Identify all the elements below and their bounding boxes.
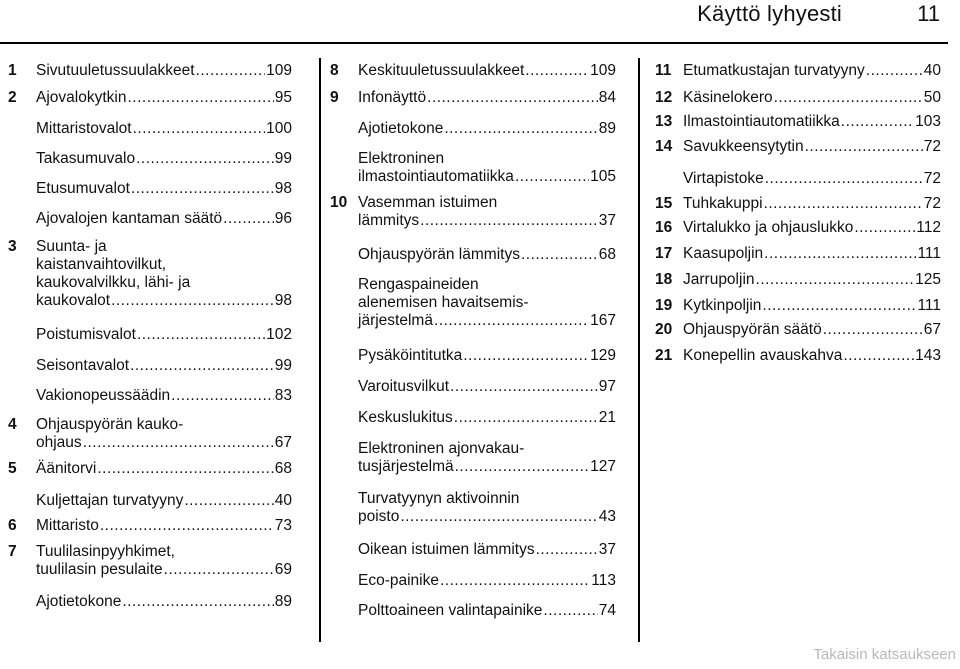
dot-leader bbox=[543, 602, 597, 620]
callout-number: 8 bbox=[330, 62, 339, 79]
entry-label: Oikean istuimen lämmitys bbox=[358, 541, 535, 558]
entry-label: Sivutuuletussuulakkeet bbox=[36, 62, 195, 79]
page-reference[interactable]: 111 bbox=[917, 297, 941, 314]
entry-label: Ajovalojen kantaman säätö bbox=[36, 210, 223, 227]
dot-leader bbox=[450, 378, 598, 396]
entry-label: Konepellin avauskahva bbox=[683, 347, 843, 364]
page-reference[interactable]: 68 bbox=[274, 460, 292, 477]
dot-leader bbox=[866, 62, 923, 80]
page-reference[interactable]: 72 bbox=[923, 195, 941, 212]
entry-label: Jarrupoljin bbox=[683, 271, 755, 288]
dot-leader bbox=[400, 508, 597, 526]
page-reference[interactable]: 129 bbox=[590, 347, 616, 364]
dot-leader bbox=[454, 409, 598, 427]
entry-label: Tuhkakuppi bbox=[683, 195, 763, 212]
page-reference[interactable]: 103 bbox=[915, 113, 941, 130]
entry-label: ilmastointiautomatiikka bbox=[358, 168, 514, 185]
callout-number: 14 bbox=[655, 138, 673, 155]
page-reference[interactable]: 96 bbox=[274, 210, 292, 227]
entry-label: Ilmastointiautomatiikka bbox=[683, 113, 840, 130]
page-reference[interactable]: 109 bbox=[590, 62, 616, 79]
page-reference[interactable]: 109 bbox=[266, 62, 292, 79]
dot-leader bbox=[841, 113, 914, 131]
callout-number: 10 bbox=[330, 194, 348, 211]
dot-leader bbox=[164, 561, 274, 579]
entry-label-line: kaistanvaihtovilkut, bbox=[36, 256, 167, 273]
callout-number: 12 bbox=[655, 89, 673, 106]
dot-leader bbox=[184, 492, 273, 510]
page-reference[interactable]: 95 bbox=[274, 89, 292, 106]
callout-number: 13 bbox=[655, 113, 673, 130]
entry-label-line: Suunta- ja bbox=[36, 238, 107, 255]
page-reference[interactable]: 97 bbox=[598, 378, 616, 395]
dot-leader bbox=[133, 120, 266, 138]
entry-label: Polttoaineen valintapainike bbox=[358, 602, 543, 619]
dot-leader bbox=[515, 168, 589, 186]
page-reference[interactable]: 113 bbox=[591, 572, 616, 589]
entry-label: Pysäköintitutka bbox=[358, 347, 463, 364]
page-reference[interactable]: 100 bbox=[266, 120, 292, 137]
callout-number: 6 bbox=[8, 517, 17, 534]
entry-label: tuulilasin pesulaite bbox=[36, 561, 163, 578]
entry-label: Keskuslukitus bbox=[358, 409, 453, 426]
dot-leader bbox=[764, 195, 923, 213]
entry-label: Ajotietokone bbox=[358, 120, 444, 137]
page-reference[interactable]: 50 bbox=[923, 89, 941, 106]
dot-leader bbox=[756, 271, 915, 289]
page-reference[interactable]: 40 bbox=[923, 62, 941, 79]
entry-label: Takasumuvalo bbox=[36, 150, 136, 167]
page-reference[interactable]: 43 bbox=[598, 508, 616, 525]
dot-leader bbox=[136, 150, 274, 168]
dot-leader bbox=[122, 593, 273, 611]
entry-label: Kaasupoljin bbox=[683, 245, 764, 262]
dot-leader bbox=[521, 246, 598, 264]
dot-leader bbox=[805, 138, 923, 156]
page-reference[interactable]: 167 bbox=[590, 312, 616, 329]
dot-leader bbox=[440, 572, 590, 590]
back-to-overview-link[interactable]: Takaisin katsaukseen bbox=[813, 646, 956, 663]
entry-label-line: alenemisen havaitsemis- bbox=[358, 294, 529, 311]
entry-label-line: Turvatyynyn aktivoinnin bbox=[358, 490, 520, 507]
page-reference[interactable]: 72 bbox=[923, 170, 941, 187]
dot-leader bbox=[420, 212, 598, 230]
entry-label: Varoitusvilkut bbox=[358, 378, 450, 395]
entry-label: Savukkeensytytin bbox=[683, 138, 804, 155]
dot-leader bbox=[171, 387, 274, 405]
page-reference[interactable]: 37 bbox=[598, 212, 616, 229]
page-reference[interactable]: 40 bbox=[274, 492, 292, 509]
entry-label: Äänitorvi bbox=[36, 460, 97, 477]
dot-leader bbox=[444, 120, 597, 138]
callout-number: 1 bbox=[8, 62, 17, 79]
dot-leader bbox=[764, 245, 916, 263]
page-number: 11 bbox=[917, 1, 940, 26]
column-divider-2 bbox=[638, 58, 640, 642]
page-reference[interactable]: 89 bbox=[274, 593, 292, 610]
entry-label: Eco-painike bbox=[358, 572, 439, 589]
dot-leader bbox=[843, 347, 914, 365]
callout-number: 7 bbox=[8, 543, 17, 560]
page-reference[interactable]: 84 bbox=[598, 89, 616, 106]
page-reference[interactable]: 72 bbox=[923, 138, 941, 155]
callout-number: 16 bbox=[655, 219, 673, 236]
page-reference[interactable]: 127 bbox=[590, 458, 616, 475]
entry-label-line: Ohjauspyörän kauko- bbox=[36, 416, 184, 433]
page-reference[interactable]: 112 bbox=[916, 219, 941, 236]
page-reference[interactable]: 105 bbox=[590, 168, 616, 185]
page-reference[interactable]: 99 bbox=[274, 357, 292, 374]
page-reference[interactable]: 68 bbox=[598, 246, 616, 263]
entry-label: Ajovalokytkin bbox=[36, 89, 127, 106]
dot-leader bbox=[463, 347, 589, 365]
page-reference[interactable]: 74 bbox=[598, 602, 616, 619]
entry-label-line: Vasemman istuimen bbox=[358, 194, 498, 211]
page-reference[interactable]: 102 bbox=[266, 326, 292, 343]
dot-leader bbox=[434, 312, 589, 330]
callout-number: 3 bbox=[8, 238, 17, 255]
callout-number: 2 bbox=[8, 89, 17, 106]
entry-label: tusjärjestelmä bbox=[358, 458, 454, 475]
dot-leader bbox=[83, 434, 274, 452]
entry-label: Kytkinpoljin bbox=[683, 297, 762, 314]
entry-label: Käsinelokero bbox=[683, 89, 773, 106]
dot-leader bbox=[774, 89, 923, 107]
entry-label-line: Elektroninen bbox=[358, 150, 445, 167]
dot-leader bbox=[762, 297, 916, 315]
page-reference[interactable]: 37 bbox=[598, 541, 616, 558]
page-reference[interactable]: 73 bbox=[274, 517, 292, 534]
page-reference[interactable]: 99 bbox=[274, 150, 292, 167]
entry-label: Vakionopeussäädin bbox=[36, 387, 171, 404]
dot-leader bbox=[536, 541, 598, 559]
dot-leader bbox=[525, 62, 589, 80]
entry-label: Seisontavalot bbox=[36, 357, 130, 374]
dot-leader bbox=[196, 62, 266, 80]
callout-number: 18 bbox=[655, 271, 673, 288]
header-rule bbox=[0, 42, 948, 44]
dot-leader bbox=[97, 460, 273, 478]
callout-number: 17 bbox=[655, 245, 673, 262]
page-reference[interactable]: 67 bbox=[923, 321, 941, 338]
page-reference[interactable]: 98 bbox=[274, 292, 292, 309]
page-reference[interactable]: 21 bbox=[598, 409, 616, 426]
page-header bbox=[0, 0, 960, 42]
callout-number: 4 bbox=[8, 416, 17, 433]
callout-number: 20 bbox=[655, 321, 673, 338]
dot-leader bbox=[137, 326, 265, 344]
entry-label: Etusumuvalot bbox=[36, 180, 130, 197]
callout-number: 5 bbox=[8, 460, 17, 477]
dot-leader bbox=[223, 210, 274, 228]
dot-leader bbox=[823, 321, 923, 339]
entry-label: Ajotietokone bbox=[36, 593, 122, 610]
entry-label: kaukovalot bbox=[36, 292, 111, 309]
entry-label: Virtapistoke bbox=[683, 170, 764, 187]
entry-label: Ohjauspyörän lämmitys bbox=[358, 246, 520, 263]
entry-label: lämmitys bbox=[358, 212, 420, 229]
callout-number: 11 bbox=[655, 62, 672, 79]
entry-label: Mittaristovalot bbox=[36, 120, 132, 137]
section-title: Käyttö lyhyesti bbox=[697, 1, 842, 26]
page-reference[interactable]: 98 bbox=[274, 180, 292, 197]
page-reference[interactable]: 111 bbox=[917, 245, 941, 262]
callout-number: 9 bbox=[330, 89, 339, 106]
page-reference[interactable]: 69 bbox=[274, 561, 292, 578]
entry-label: ohjaus bbox=[36, 434, 82, 451]
entry-label: Mittaristo bbox=[36, 517, 99, 534]
dot-leader bbox=[127, 89, 273, 107]
page-reference[interactable]: 89 bbox=[598, 120, 616, 137]
page-reference[interactable]: 83 bbox=[274, 387, 292, 404]
dot-leader bbox=[131, 180, 274, 198]
entry-label: järjestelmä bbox=[358, 312, 433, 329]
entry-label-line: kaukovalvilkku, lähi- ja bbox=[36, 274, 191, 291]
callout-number: 21 bbox=[655, 347, 673, 364]
dot-leader bbox=[765, 170, 923, 188]
entry-label: Poistumisvalot bbox=[36, 326, 136, 343]
column-divider-1 bbox=[319, 58, 321, 642]
page-reference[interactable]: 67 bbox=[274, 434, 292, 451]
page-reference[interactable]: 125 bbox=[915, 271, 941, 288]
entry-label: poisto bbox=[358, 508, 400, 525]
callout-number: 19 bbox=[655, 297, 673, 314]
entry-label: Keskituuletussuulakkeet bbox=[358, 62, 525, 79]
dot-leader bbox=[100, 517, 274, 535]
dot-leader bbox=[130, 357, 274, 375]
entry-label-line: Rengaspaineiden bbox=[358, 276, 479, 293]
dot-leader bbox=[854, 219, 915, 237]
dot-leader bbox=[111, 292, 274, 310]
callout-number: 15 bbox=[655, 195, 673, 212]
entry-label: Kuljettajan turvatyyny bbox=[36, 492, 184, 509]
entry-label: Ohjauspyörän säätö bbox=[683, 321, 822, 338]
dot-leader bbox=[455, 458, 590, 476]
entry-label-line: Tuulilasinpyyhkimet, bbox=[36, 543, 175, 560]
page-reference[interactable]: 143 bbox=[915, 347, 941, 364]
entry-label-line: Elektroninen ajonvakau- bbox=[358, 440, 525, 457]
dot-leader bbox=[427, 89, 598, 107]
entry-label: Infonäyttö bbox=[358, 89, 427, 106]
entry-label: Virtalukko ja ohjauslukko bbox=[683, 219, 854, 236]
entry-label: Etumatkustajan turvatyyny bbox=[683, 62, 865, 79]
